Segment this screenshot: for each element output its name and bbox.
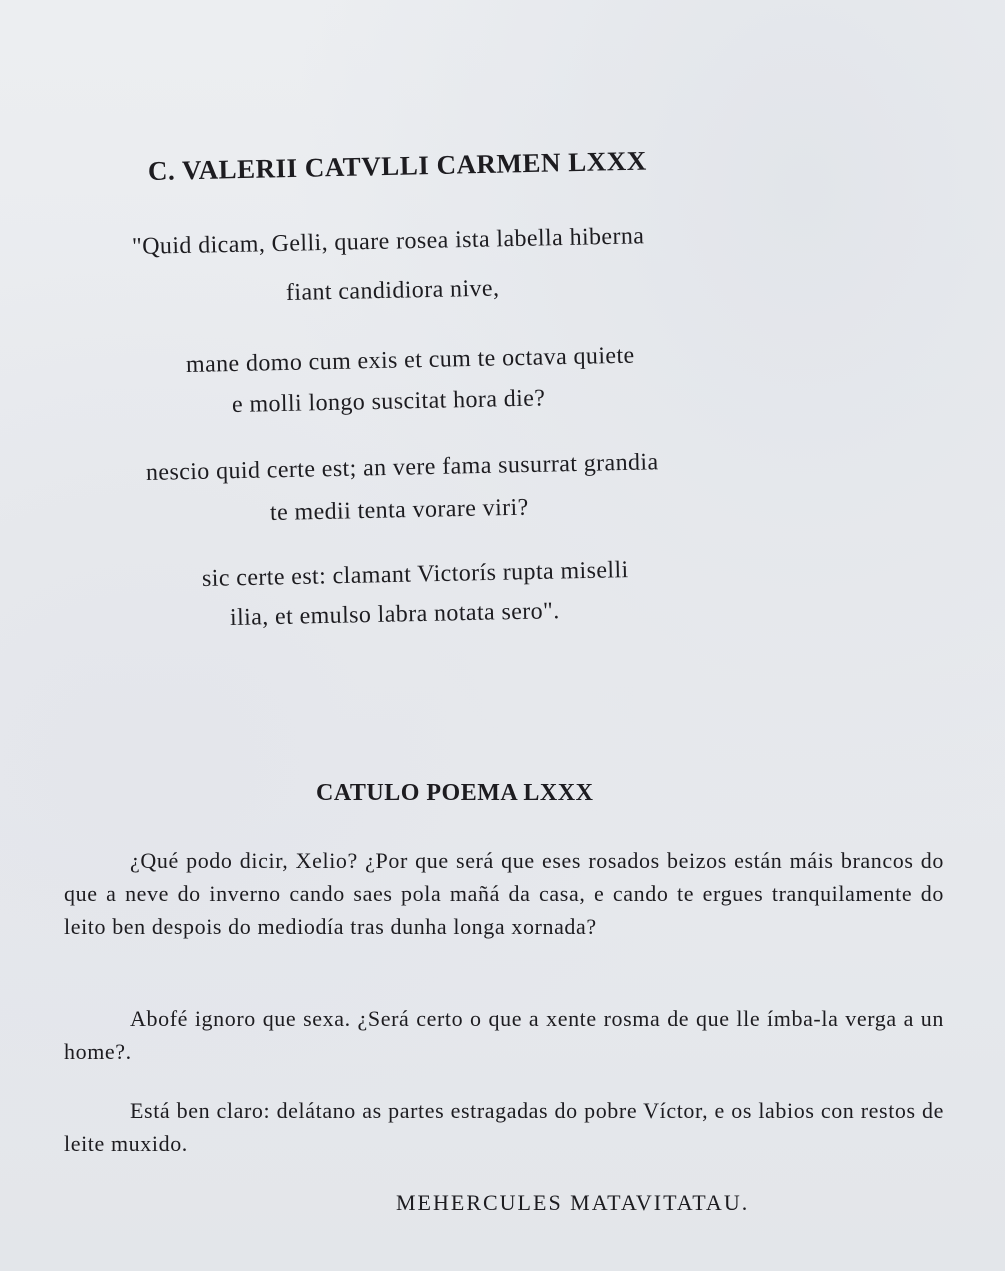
- latin-verse-line: ilia, et emulso labra notata sero".: [229, 598, 560, 631]
- latin-verse-line: e molli longo suscitat hora die?: [231, 385, 546, 418]
- galician-paragraph-text: Abofé ignoro que sexa. ¿Será certo o que a xente rosma de que lle ímba-la verga a un home?.: [64, 1006, 944, 1064]
- latin-verse-line: mane domo cum exis et cum te octava quiete: [185, 342, 635, 378]
- galician-paragraph-text: ¿Qué podo dicir, Xelio? ¿Por que será que eses rosados beizos están máis brancos do que a neve do inverno cando saes pola mañá da casa, e cando te ergues tranquilamente do leito ben despois do mediodía tras dunha longa xornada?: [64, 848, 944, 939]
- galician-paragraph: [64, 1094, 944, 1160]
- latin-verse-line: sic certe est: clamant Victorís rupta miselli: [201, 557, 629, 592]
- latin-title: C. VALERII CATVLLI CARMEN LXXX: [147, 145, 648, 186]
- galician-title: CATULO POEMA LXXX: [316, 780, 594, 806]
- galician-paragraph-text: Está ben claro: delátano as partes estragadas do pobre Víctor, e os labios con restos de leite muxido.: [64, 1098, 944, 1156]
- latin-verse-line: te medii tenta vorare viri?: [269, 494, 529, 526]
- latin-verse-line: fiant candidiora nive,: [285, 275, 500, 306]
- latin-verse-line: "Quid dicam, Gelli, quare rosea ista labella hiberna: [131, 223, 645, 260]
- latin-verse-line: nescio quid certe est; an vere fama susurrat grandia: [145, 449, 659, 486]
- galician-paragraph: [64, 1002, 944, 1068]
- signature: MEHERCULES MATAVITATAU.: [396, 1190, 750, 1215]
- galician-paragraph: [64, 844, 944, 943]
